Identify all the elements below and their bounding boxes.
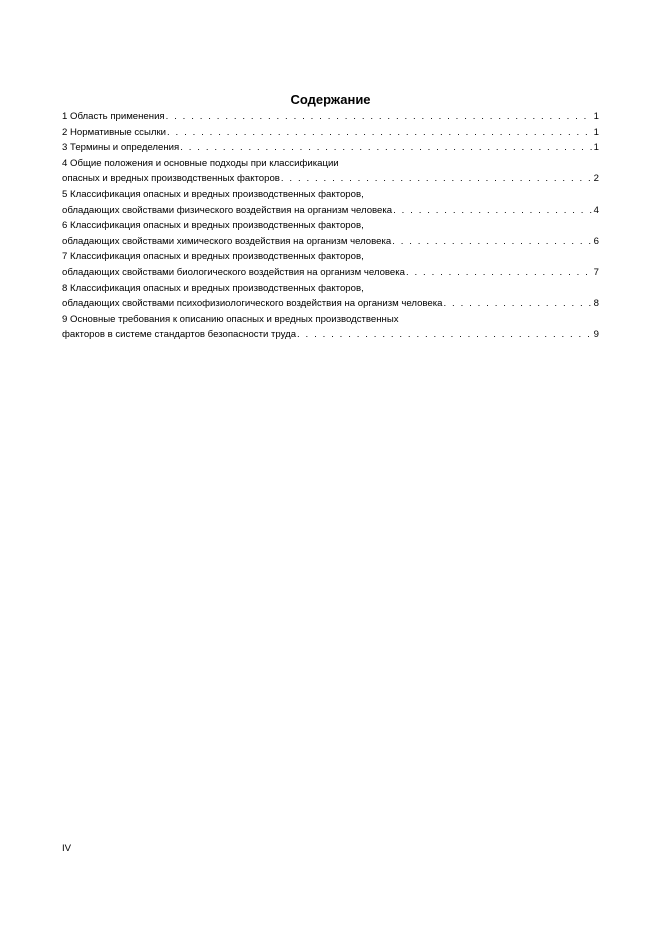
- toc-page-number: 2: [593, 173, 599, 185]
- toc-entry-title-continuation: обладающих свойствами биологического воздействия на организм человека: [62, 266, 405, 278]
- page-number-footer: IV: [62, 843, 72, 854]
- toc-entry-5[interactable]: [62, 187, 599, 218]
- toc-entry-title-continuation: обладающих свойствами психофизиологического воздействия на организм человека: [62, 298, 443, 310]
- toc-entry-8[interactable]: [62, 281, 599, 312]
- toc-entry-title-line: 4 Общие положения и основные подходы при классификации: [62, 157, 339, 169]
- toc-entry-title: 1 Область применения: [62, 111, 165, 122]
- toc-page-number: 1: [593, 126, 599, 138]
- toc-entry-last-line: [62, 125, 599, 141]
- dot-leader: [180, 140, 591, 156]
- toc-entry-title-continuation: обладающих свойствами физического воздействия на организм человека: [62, 204, 393, 216]
- toc-entry-title-line: 8 Классификация опасных и вредных производственных факторов,: [62, 282, 364, 294]
- toc-entry-last-line: [62, 265, 599, 281]
- toc-page-number: 8: [593, 298, 599, 310]
- dot-leader: [444, 296, 592, 312]
- toc-page-number: 9: [593, 329, 599, 341]
- dot-leader: [393, 203, 592, 219]
- toc-page-number: 1: [593, 111, 599, 122]
- toc-entry-last-line: [62, 140, 599, 156]
- toc-page-number: 4: [593, 204, 599, 216]
- toc-entry-title: 3 Термины и определения: [62, 142, 180, 154]
- toc-entry-last-line: [62, 203, 599, 219]
- toc-entry-last-line: [62, 327, 599, 343]
- toc-entry-last-line: [62, 171, 599, 187]
- toc-entry-title: 2 Нормативные ссылки: [62, 126, 167, 138]
- toc-entry-last-line: [62, 234, 599, 250]
- toc-entry-title-continuation: обладающих свойствами химического воздействия на организм человека: [62, 235, 392, 247]
- toc-entry-title-line: 6 Классификация опасных и вредных производственных факторов,: [62, 220, 364, 232]
- dot-leader: [297, 327, 592, 343]
- toc-entry-2[interactable]: [62, 125, 599, 141]
- toc-title: Содержание: [290, 92, 371, 107]
- toc-entry-title-line: 9 Основные требования к описанию опасных и вредных производственных: [62, 313, 399, 325]
- dot-leader: [166, 109, 592, 125]
- dot-leader: [406, 265, 592, 281]
- dot-leader: [281, 171, 592, 187]
- toc-entry-7[interactable]: [62, 249, 599, 280]
- toc-entry-4[interactable]: [62, 156, 599, 187]
- toc-entry-last-line: [62, 109, 599, 125]
- toc-entry-last-line: [62, 296, 599, 312]
- toc-entry-3[interactable]: [62, 140, 599, 156]
- toc-page-number: 1: [593, 142, 599, 154]
- toc-page-number: 6: [593, 235, 599, 247]
- toc-entry-1[interactable]: [62, 109, 599, 125]
- toc-entry-9[interactable]: [62, 312, 599, 343]
- toc-entry-title-line: 5 Классификация опасных и вредных производственных факторов,: [62, 188, 364, 200]
- toc-entry-6[interactable]: [62, 218, 599, 249]
- table-of-contents: [62, 109, 599, 343]
- toc-entry-title-line: 7 Классификация опасных и вредных производственных факторов,: [62, 251, 364, 263]
- toc-entry-title-continuation: опасных и вредных производственных факторов: [62, 173, 280, 185]
- toc-page-number: 7: [593, 266, 599, 278]
- toc-entry-title-continuation: факторов в системе стандартов безопасности труда: [62, 329, 297, 341]
- dot-leader: [167, 125, 592, 141]
- dot-leader: [392, 234, 591, 250]
